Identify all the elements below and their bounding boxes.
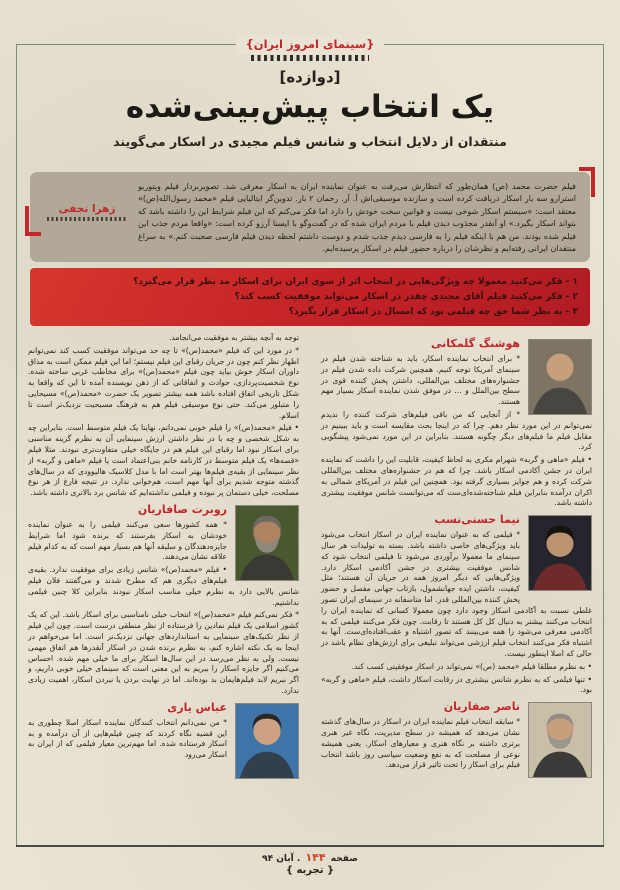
frame-right-line	[603, 44, 604, 846]
footer-info	[0, 851, 620, 864]
section-name: عباس یاری	[167, 700, 227, 714]
section-paragraph: * فیلمی که به عنوان نماینده ایران در اسکار انتخاب می‌شود باید ویژگی‌های خاصی داشته باشد. بسته به تولیدات هر سال سینمای ما معمولا برآوردی می‌شود تا فیلمی انتخاب شود که شانس موفقیت بیشتری در جشن آکادمی اسکار دارد. ویژگی‌هایی که دیگر امروز همه در جریان آن هستند؛ مثل کیفیت، داشتن ایده جهانشمول، بازتاب جهانی مفصل و حضور پخش کننده بین‌المللی قدر. اما متاسفانه در سینمای ایران تصور غلطی نسبت به آکادمی اسکار وجود دارد چون معمولا کسانی که نماینده ایران را انتخاب می‌کنند بیشتر به دنبال کل کل هستند تا رقابت. چون فکر می‌کنند فیلمی که به آکادمی معرفی می‌شود را همه می‌بینند که تصور اشتباه و عقب‌افتاده‌ای‌ست. آنها به اشتباه فکر می‌کنند انتخاب فیلم ارزشی می‌تواند تبلیغی برای ارزش‌های نظام باشد در حالی که اصلا اینطور نیست.	[321, 530, 592, 658]
section-golmakani	[321, 337, 592, 509]
section-name: ناصر صفاریان	[443, 700, 520, 714]
section-paragraph: * از آنجایی که من باقی فیلم‌های شرکت کننده را ندیدم نمی‌توانم در این مورد نظر دهم. چرا که در اینجا بحث مقایسه است و باید ببینیم در مقابل فیلم ما فیلم‌های دیگر چگونه هستند. بنابراین در این مورد نمی‌شود پیشگویی کرد.	[321, 409, 592, 452]
section-name: هوشنگ گلمکانی	[431, 337, 520, 350]
portrait-icon	[236, 704, 298, 778]
page-title: یک انتخاب پیش‌بینی‌شده	[125, 89, 495, 125]
red-bracket-icon	[579, 167, 595, 197]
section-robert-safarian	[28, 503, 299, 697]
page-number-label: صفحه	[330, 854, 358, 864]
frame-left-line	[16, 44, 17, 846]
section-paragraph: • تنها فیلمی که به نظرم شانس بیشتری در رقابت اسکار داشت، فیلم «ماهی و گربه» بود.	[321, 674, 592, 695]
column-right	[321, 333, 592, 841]
magazine-name: { تجربه }	[285, 865, 335, 876]
issue-date: . آبان ۹۴	[262, 854, 301, 864]
issue-tag: [دوازده]	[279, 68, 341, 86]
title-block	[0, 68, 620, 149]
question-item: ۳ - به نظر شما حق چه فیلمی بود که امسال در اسکار قرار بگیرد؟	[288, 307, 578, 317]
portrait-icon	[529, 516, 591, 590]
golmakani-photo	[528, 339, 592, 415]
section-paragraph: * همه کشورها سعی می‌کنند فیلمی را به عنوان نماینده خودشان به اسکار بفرستند که برنده شود اما شرایط جایزه‌دهندگان و سلیقه آنها هم بسیار مهم است که به کدام فیلم علاقه نشان می‌دهند.	[28, 519, 227, 562]
section-naser-saffarian	[321, 700, 592, 771]
filmstrip-icon	[47, 217, 127, 221]
masthead-label: {سینمای امروز ایران}	[236, 34, 385, 54]
red-bracket-icon	[25, 206, 41, 236]
question-item: ۱ - فکر می‌کنید معمولا چه ویژگی‌هایی در انتخاب اثر از سوی ایران برای اسکار مد نظر قرار می‌گیرد؟	[133, 277, 578, 287]
naser-saffarian-photo	[528, 702, 592, 778]
page-number: ۱۴۴	[305, 851, 326, 864]
lead-box	[30, 172, 590, 262]
intro-paragraph: • فیلم «محمد(ص)» را فیلم خوبی نمی‌دانم، نهایتا یک فیلم متوسط است. بنابراین چه به شکل شخصی و چه با در نظر داشتن ارزش سینمایی آن به نظرم گزینه مناسبی برای اسکار نبود اما رقبای این فیلم هم در جایگاه خیلی متفاوت‌تری نبودند. مثلا فیلم «قصه‌ها» یک فیلم متوسط در کارنامه خانم بنی‌اعتماد است یا فیلم «ماهی و گربه» از نظر سینمایی از بقیه‌ی فیلم‌ها بهتر است اما با مدل کلاسیک هالیوودی که در سال‌های گذشته متوجه شدیم برای آنها مهم است، هم‌خوانی ندارد. در نتیجه فارغ از هر نوع مصلحت، خیلی دستمان پر نبوده و فیلمی نداشته‌ایم که شانس برد بالاتری داشته باشد.	[28, 423, 299, 498]
column-left	[28, 333, 299, 841]
intro-paragraph: * در مورد این که فیلم «محمد(ص)» تا چه حد می‌تواند موفقیت کسب کند نمی‌توانم اظهار نظر کنم چون در جریان رقبای این فیلم نیستم؛ اما این فیلم ممکن است به مذاق داوران اسکار خوش بیاید چون فیلم «محمد(ص)» برای مخاطب غربی ساخته شده. نوع شخصیت‌پردازی، حوادث و اتفاقاتی که از ذهن نویسنده آمده تا این که واقعا به شکل تاریخی اتفاق افتاده باشد همه بیشتر تصویر یک حضرت «محمد(ص)» مسیحایی را متبلور می‌کند. حتی نوع موسیقی فیلم هم به فرهنگ مسیحیت نزدیک‌تر است تا اسلام.	[28, 345, 299, 420]
portrait-icon	[529, 340, 591, 414]
portrait-icon	[529, 703, 591, 777]
section-name: روبرت صافاریان	[137, 502, 227, 516]
author-name: زهرا نجفی	[58, 203, 116, 215]
lead-text: فیلم حضرت محمد (ص) همان‌طور که انتظارش می‌رفت به عنوان نماینده ایران به اسکار معرفی شد. تصویربردار فیلم ویتوریو استرارو سه بار اسکار دریافت کرده است و سازنده موسیقی‌اش آ. آر. رحمان ۲ بار. تدوین‌گر ایتالیایی فیلم «محمد رسول‌الله(ص)» معتقد است: «سیستم اسکار شوخی نیست و قوانین سخت خودش را دارد اما فکر می‌کنم که این فیلم شرایط این را داشته باشد که بتواند اسکار بگیرد.» او آنقدر مجذوب دیدن فیلم با مردم ایران شده که در گفت‌وگو با ایسنا آرزو کرده است: «واقعا مردم جذب این فیلم شده بودند. من هم با اینکه فیلم را به فارسی دیدم جذب شدم و دوست داشتم لحظه دیدن فیلم فارسی صحبت کنم.» به سراغ منتقدان ایرانی رفته‌ایم و نظرشان را درباره حضور فیلم در اسکار پرسیده‌ایم.	[138, 182, 576, 254]
section-paragraph: * من نمی‌دانم انتخاب کنندگان نماینده اسکار اصلا چطوری به این قضیه نگاه کردند که چنین فیلم‌هایی از آن درآمده و به اسکار فرستاده شده. اما مهم‌ترین معیار فیلمی که از ایران به اسکار می‌رود	[28, 717, 227, 760]
intro-paragraph: توجه به آنچه بیشتر به موفقیت می‌انجامد.	[168, 333, 299, 342]
article-columns	[28, 333, 592, 841]
masthead	[0, 33, 620, 61]
section-paragraph: * سابقه انتخاب فیلم نماینده ایران در اسکار در سال‌های گذشته نشان می‌دهد که همیشه در سطح مدیریت، نگاه غیر هنری برتری داشته بر نگاه هنری و معیارهای اسکار. یعنی همیشه نوعی از مصلحت که به نفع وضعیت سیاسی روز باشد انتخاب فیلم برای اسکار را تحت تاثیر قرار می‌دهد.	[321, 717, 520, 770]
section-paragraph: • فیلم «ماهی و گربه» شهرام مکری به لحاظ کیفیت، قابلیت این را داشت که نماینده ایران در جشن آکادمی اسکار باشد. چرا که هم در جشنواره‌های مختلف بین‌المللی شرکت کرده و هم جوایز بسیاری گرفته بود. همچنین این فیلم در آمریکای شمالی به اکران درآمده بنابراین فیلم شناخته‌شده‌ای‌ست که می‌توانست شانس موفقیت بیشتری داشته باشد.	[321, 455, 592, 508]
questions-bar	[30, 268, 590, 326]
section-yari	[28, 701, 299, 761]
section-paragraph: • به نظرم مطلقا فیلم «محمد (ص)» نمی‌تواند در اسکار موفقیتی کسب کند.	[351, 661, 592, 671]
section-paragraph: * فکر نمی‌کنم فیلم «محمد(ص)» انتخاب خیلی نامناسبی برای اسکار باشد. این که یک کشور اسلامی یک فیلم نمادین را فرستاده از نظر منطقی درست است. چون این فیلم از نظر تکنیک‌های سینمایی به استانداردهای جهانی نزدیک‌تر است. اما می‌خواهم در اینجا به یک نکته اشاره کنم، به نظرم برنده شدن در اسکار آنقدرها هم اتفاق مهمی نیست. ولی به نظر می‌رسد در این سال‌ها اسکار برای ما خیلی مهم شده. احساس می‌کنیم اگر جایزه اسکار را ببریم به این معنی است که سینمای خیلی خوبی داریم، و اگر نبریم لابد فیلم‌هایمان بد بوده‌اند. اما در نهایت بردن یا نبردن اسکار، اهمیت زیادی ندارد.	[28, 610, 299, 695]
author-block	[44, 189, 130, 235]
section-paragraph: • فیلم «محمد(ص)» شانس زیادی برای موفقیت ندارد. بقیه‌ی فیلم‌های دیگری هم که مطرح شدند و می‌گفتند فلان فیلم شانس بالایی دارد به نظرم خیلی مناسب اسکار نبودند بنابراین کلا چنین فیلمی نداشتیم.	[28, 565, 299, 607]
section-hassaninasab	[321, 513, 592, 696]
footer-rule	[16, 845, 604, 847]
filmstrip-icon	[251, 55, 369, 61]
hassaninasab-photo	[528, 515, 592, 591]
page-subtitle: منتقدان از دلایل انتخاب و شانس فیلم مجیدی در اسکار می‌گویند	[113, 134, 507, 149]
portrait-icon	[236, 506, 298, 580]
section-name: نیما حسنی‌نسب	[434, 513, 520, 527]
robert-safarian-photo	[235, 505, 299, 581]
question-item: ۲ - فکر می‌کنید فیلم آقای مجیدی چقدر در اسکار می‌تواند موفقیت کسب کند؟	[234, 292, 578, 302]
section-paragraph: * برای انتخاب نماینده اسکار، باید به شناخته شدن فیلم در سینمای آمریکا توجه کنیم. همچنین شرکت داده شدن فیلم در جشنواره‌های مختلف بین‌المللی، داشتن پخش کننده قوی در سطح بین‌الملل و … در موفق شدن نماینده اسکار بسیار مهم هستند.	[321, 354, 520, 407]
yari-photo	[235, 703, 299, 779]
